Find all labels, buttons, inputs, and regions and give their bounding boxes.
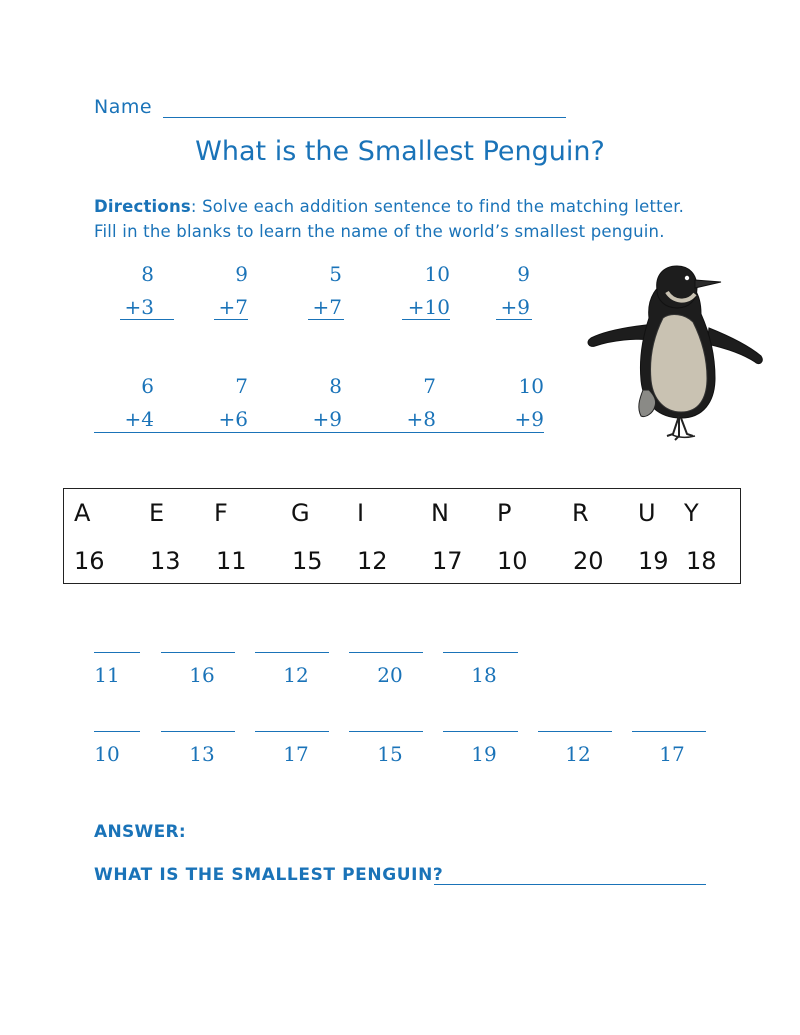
answer-blank[interactable] — [443, 652, 518, 653]
problem-bottom: +7 — [218, 295, 248, 319]
answer-line[interactable] — [434, 884, 706, 885]
problem-underline — [308, 319, 344, 320]
key-number: 15 — [292, 547, 323, 575]
problem-underline — [402, 319, 450, 320]
key-letter: U — [638, 499, 656, 527]
key-number: 11 — [216, 547, 247, 575]
key-number: 16 — [74, 547, 105, 575]
problem-top: 6 — [141, 374, 154, 398]
key-number: 19 — [638, 547, 669, 575]
problem-underline — [120, 319, 174, 320]
problem-bottom: +7 — [312, 295, 342, 319]
answer-blank[interactable] — [443, 731, 518, 732]
key-letter: F — [214, 499, 228, 527]
problem-bottom: +6 — [218, 407, 248, 431]
code-number: 19 — [471, 742, 497, 766]
page-title: What is the Smallest Penguin? — [195, 136, 605, 167]
problem-top: 7 — [235, 374, 248, 398]
code-number: 10 — [94, 742, 120, 766]
code-number: 17 — [659, 742, 685, 766]
code-number: 11 — [94, 663, 120, 687]
problem-bottom: +8 — [406, 407, 436, 431]
directions-label: Directions — [94, 197, 191, 216]
problem-bottom: +9 — [500, 295, 530, 319]
problem-bottom: +9 — [312, 407, 342, 431]
key-letter: P — [497, 499, 512, 527]
code-number: 15 — [377, 742, 403, 766]
answer-blank[interactable] — [94, 731, 140, 732]
problem-underline — [94, 432, 544, 433]
problem-top: 9 — [517, 262, 530, 286]
key-letter: I — [357, 499, 365, 527]
letter-key-table — [63, 488, 741, 584]
key-number: 10 — [497, 547, 528, 575]
directions-line-1 — [94, 197, 684, 216]
code-number: 12 — [565, 742, 591, 766]
directions-line-2: Fill in the blanks to learn the name of the world’s smallest penguin. — [94, 222, 665, 241]
answer-blank[interactable] — [349, 652, 423, 653]
problem-underline — [214, 319, 248, 320]
problem-bottom: +10 — [407, 295, 450, 319]
code-number: 18 — [471, 663, 497, 687]
answer-blank[interactable] — [255, 652, 329, 653]
key-number: 17 — [432, 547, 463, 575]
penguin-illustration-icon — [583, 258, 768, 443]
key-letter: A — [74, 499, 91, 527]
name-line[interactable] — [163, 117, 566, 118]
code-number: 20 — [377, 663, 403, 687]
problem-bottom: +3 — [124, 295, 154, 319]
key-number: 13 — [150, 547, 181, 575]
answer-blank[interactable] — [538, 731, 612, 732]
key-letter: G — [291, 499, 310, 527]
answer-blank[interactable] — [349, 731, 423, 732]
problem-underline — [496, 319, 532, 320]
problem-top: 10 — [518, 374, 544, 398]
key-number: 20 — [573, 547, 604, 575]
key-number: 12 — [357, 547, 388, 575]
answer-blank[interactable] — [255, 731, 329, 732]
answer-blank[interactable] — [161, 652, 235, 653]
problem-top: 9 — [235, 262, 248, 286]
answer-blank[interactable] — [632, 731, 706, 732]
key-number: 18 — [686, 547, 717, 575]
problem-top: 8 — [329, 374, 342, 398]
problem-top: 5 — [329, 262, 342, 286]
key-letter: E — [149, 499, 165, 527]
problem-bottom: +9 — [514, 407, 544, 431]
answer-question: WHAT IS THE SMALLEST PENGUIN? — [94, 865, 444, 885]
key-letter: R — [572, 499, 589, 527]
directions-text-1: : Solve each addition sentence to find the matching letter. — [190, 197, 685, 216]
key-letter: N — [431, 499, 449, 527]
problem-top: 7 — [423, 374, 436, 398]
code-number: 16 — [189, 663, 215, 687]
answer-blank[interactable] — [94, 652, 140, 653]
problem-top: 10 — [424, 262, 450, 286]
problem-top: 8 — [141, 262, 154, 286]
key-letter: Y — [684, 499, 699, 527]
code-number: 12 — [283, 663, 309, 687]
answer-blank[interactable] — [161, 731, 235, 732]
code-number: 13 — [189, 742, 215, 766]
name-label: Name — [94, 96, 153, 118]
problem-bottom: +4 — [124, 407, 154, 431]
code-number: 17 — [283, 742, 309, 766]
answer-label: ANSWER: — [94, 822, 186, 842]
